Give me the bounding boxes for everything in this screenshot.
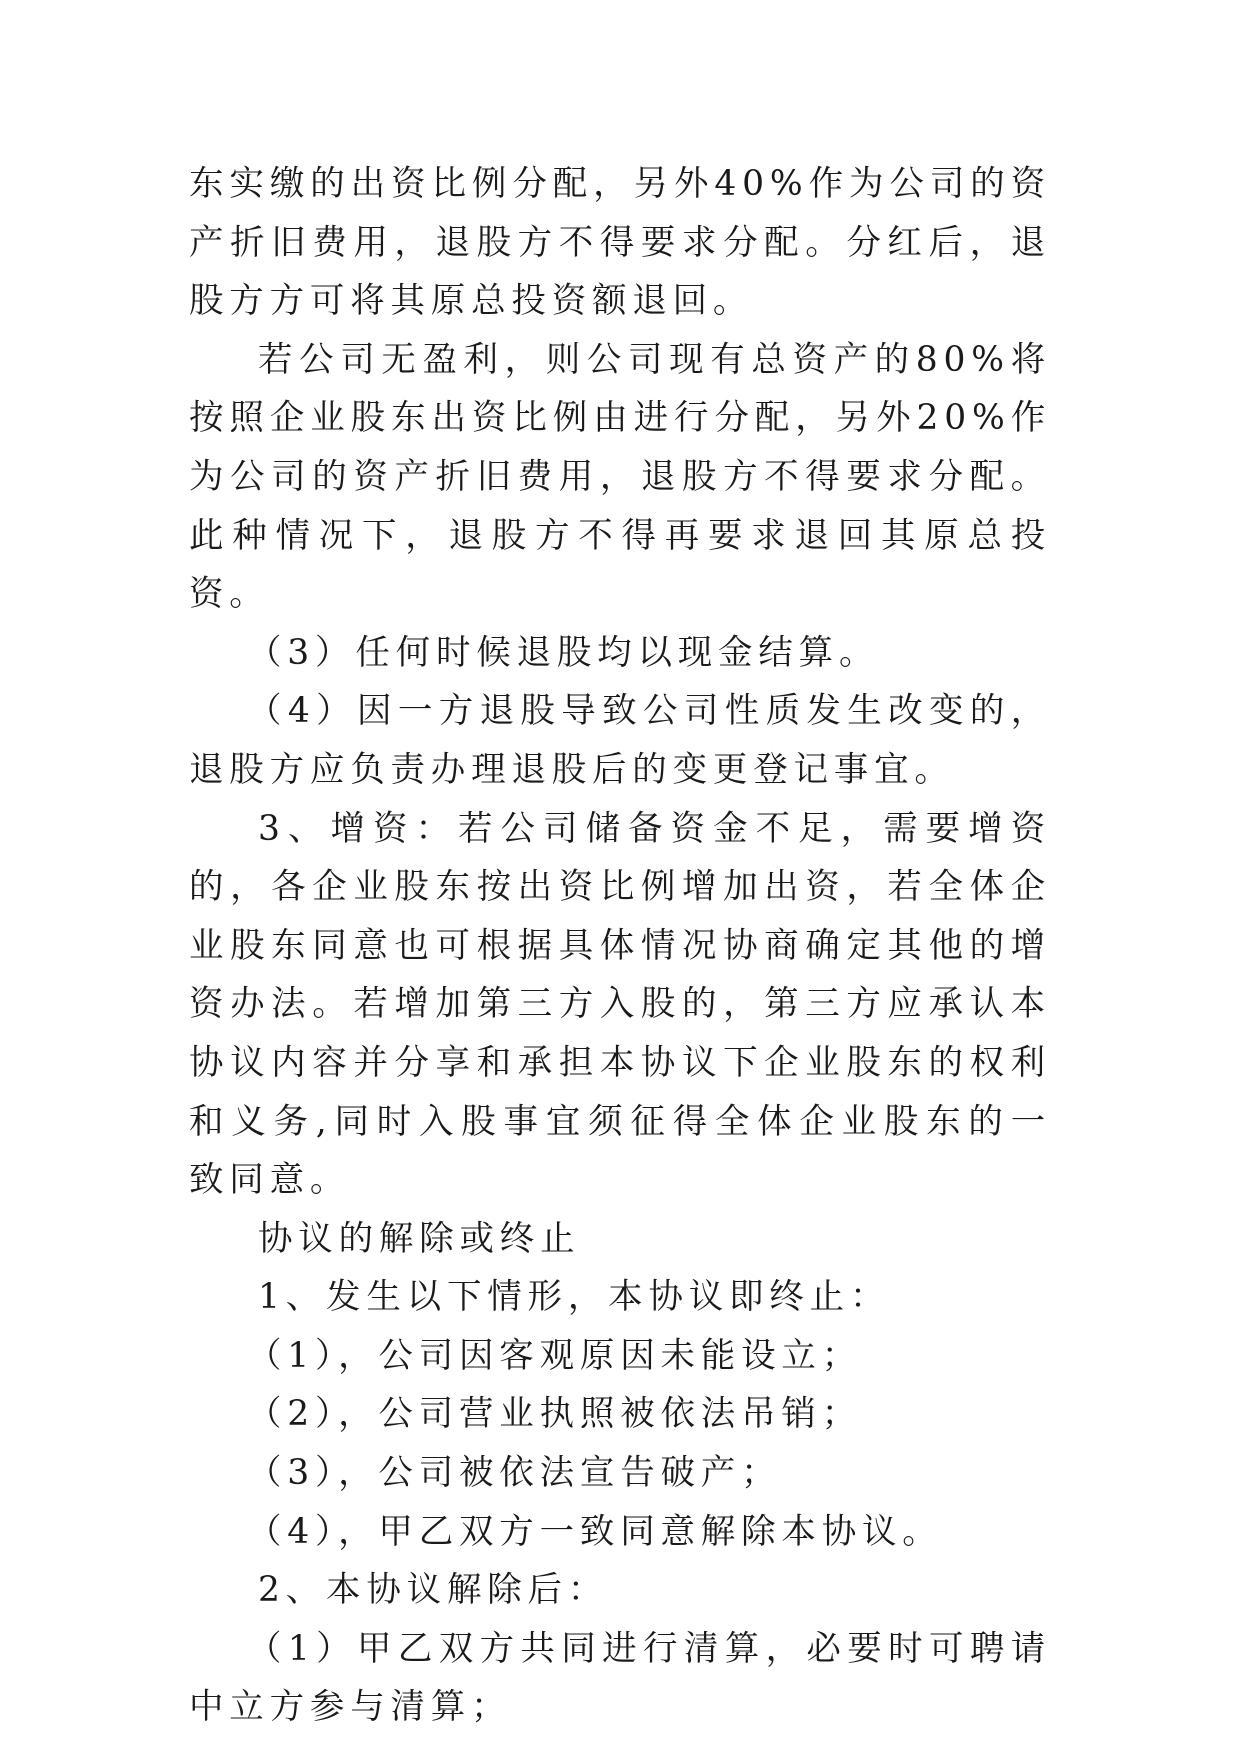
document-body xyxy=(189,155,1051,1737)
paragraph-registration-change: （4）因一方退股导致公司性质发生改变的，退股方应负责办理退股后的变更登记事宜。 xyxy=(189,691,1051,790)
paragraph-termination-conditions: 1、发生以下情形，本协议即终止： xyxy=(258,1277,891,1318)
list-item-termination-4: （4），甲乙双方一致同意解除本协议。 xyxy=(247,1511,943,1552)
list-item-termination-2: （2），公司营业执照被依法吊销； xyxy=(247,1394,862,1435)
section-heading-termination: 协议的解除或终止 xyxy=(258,1218,581,1259)
paragraph-capital-increase: 3、增资：若公司储备资金不足，需要增资的，各企业股东按出资比例增加出资，若全体企业股东同意也可根据具体情况协商确定其他的增资办法。若增加第三方入股的，第三方应承认本协议内容并分享和承担本协议下企业股东的权利和义务,同时入股事宜须征得全体企业股东的一致同意。 xyxy=(189,808,1051,1201)
list-item-termination-1: （1），公司因客观原因未能设立； xyxy=(247,1335,862,1376)
paragraph-profit-distribution-continued: 东实缴的出资比例分配，另外40%作为公司的资产折旧费用，退股方不得要求分配。分红后，退股方方可将其原总投资额退回。 xyxy=(189,164,1051,322)
paragraph-no-profit-distribution: 若公司无盈利，则公司现有总资产的80%将按照企业股东出资比例由进行分配，另外20%作为公司的资产折旧费用，退股方不得要求分配。此种情况下，退股方不得再要求退回其原总投资。 xyxy=(189,339,1051,615)
paragraph-after-termination: 2、本协议解除后： xyxy=(258,1570,609,1611)
paragraph-cash-settlement: （3）任何时候退股均以现金结算。 xyxy=(247,632,880,673)
list-item-liquidation: （1）甲乙双方共同进行清算，必要时可聘请中立方参与清算； xyxy=(189,1628,1051,1728)
list-item-termination-3: （3），公司被依法宣告破产； xyxy=(247,1453,782,1494)
